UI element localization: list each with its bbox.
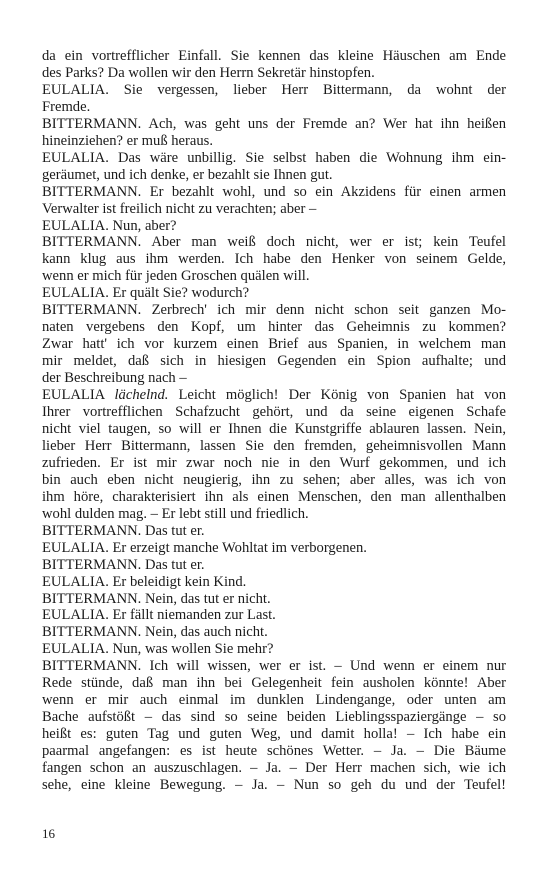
text-line: BITTERMANN. Nein, das tut er nicht. <box>42 590 271 607</box>
text-line: Rede stünde, daß man ihn bei Gelegenheit fein ausholen könnte! Aber <box>42 675 506 692</box>
text-line: BITTERMANN. Aber man weiß doch nicht, wer er ist; kein Teufel <box>42 234 506 251</box>
text-line: mir meldet, daß sich in hiesigen Gegenden ein Spion aufhalte; und <box>42 353 506 370</box>
text-line: Verwalter ist freilich nicht zu verachten; aber – <box>42 200 317 217</box>
text-line: BITTERMANN. Zerbrech' ich mir denn nicht schon seit ganzen Mo- <box>42 302 506 319</box>
stage-direction: lächelnd. <box>114 387 169 404</box>
text-line: EULALIA. Er fällt niemanden zur Last. <box>42 607 276 624</box>
text-line: wenn er mich für jeden Groschen quälen will. <box>42 268 310 285</box>
text-line: da ein vortrefflicher Einfall. Sie kennen das kleine Häuschen am Ende <box>42 48 506 64</box>
text-line: nicht viel taugen, so will er Ihnen die Kunstgriffe ablauren lassen. Nein, <box>42 420 506 437</box>
text-line: EULALIA. Nun, aber? <box>42 217 177 234</box>
text-line: paarmal angefangen: es ist heute schönes Wetter. – Ja. – Die Bäume <box>42 743 506 760</box>
text-line: bin auch eben nicht neugierig, ihn zu sehen; aber alles, was ich von <box>42 471 506 488</box>
text-line: fangen schon an auszuschlagen. – Ja. – Der Herr machen sich, wie ich <box>42 760 506 777</box>
text-line: EULALIA. Nun, was wollen Sie mehr? <box>42 641 274 658</box>
text-line: EULALIA. Das wäre unbillig. Sie selbst haben die Wohnung ihm ein- <box>42 149 506 166</box>
text-line: sehe, eine kleine Bewegung. – Ja. – Nun so geh du und der Teufel! <box>42 776 506 793</box>
text-line: BITTERMANN. Das tut er. <box>42 522 205 539</box>
text-line: der Beschreibung nach – <box>42 370 187 387</box>
text-line: Zwar hatt' ich vor kurzem einen Brief aus Spanien, in welchem man <box>42 336 506 353</box>
text-line: BITTERMANN. Das tut er. <box>42 556 205 573</box>
text-line: geräumet, und ich denke, er bezahlt sie Ihnen gut. <box>42 166 333 183</box>
text-line: wenn er mir auch einmal im dunklen Lindengange, oder unten am <box>42 692 506 709</box>
text-line: hineinziehen? er muß heraus. <box>42 132 213 149</box>
text-line: zufrieden. Er ist mir zwar noch nie in den Wurf gekommen, und ich <box>42 454 506 471</box>
text-line: Bache aufstößt – das sind so seine beiden Lieblingsspaziergänge – so <box>42 709 506 726</box>
text-line: des Parks? Da wollen wir den Herrn Sekretär hinstopfen. <box>42 64 375 81</box>
text-line: EULALIA. Sie vergessen, lieber Herr Bittermann, da wohnt der <box>42 81 506 98</box>
page-number: 16 <box>42 826 55 841</box>
text-line: BITTERMANN. Er bezahlt wohl, und so ein Akzidens für einen armen <box>42 183 506 200</box>
text-line: EULALIA lächelnd. Leicht möglich! Der König von Spanien hat von <box>42 387 506 404</box>
text-line: Fremde. <box>42 98 91 115</box>
text-line: ihm höre, charakterisiert ihn als einen Menschen, den man allenthalben <box>42 488 506 505</box>
text-line: EULALIA. Er beleidigt kein Kind. <box>42 573 247 590</box>
text-line: Ihrer vortrefflichen Schafzucht gehört, und da seine eigenen Schafe <box>42 404 506 421</box>
text-line: BITTERMANN. Nein, das auch nicht. <box>42 624 268 641</box>
text-line: heißt es: guten Tag und guten Weg, und damit holla! – Ich habe ein <box>42 726 506 743</box>
text-line: EULALIA. Er quält Sie? wodurch? <box>42 285 250 302</box>
text-line: naten vergebens den Kopf, um hinter das Geheimnis zu kommen? <box>42 319 506 336</box>
page-body <box>42 48 506 794</box>
text-line: lieber Herr Bittermann, lassen Sie den fremden, geheimnisvollen Mann <box>42 437 506 454</box>
text-line: BITTERMANN. Ach, was geht uns der Fremde an? Wer hat ihn heißen <box>42 115 506 132</box>
text-line: wohl dulden mag. – Er lebt still und friedlich. <box>42 505 309 522</box>
text-line: EULALIA. Er erzeigt manche Wohltat im verborgenen. <box>42 539 367 556</box>
text-line: BITTERMANN. Ich will wissen, wer er ist. – Und wenn er einem nur <box>42 658 506 675</box>
text-line: kann klug aus ihm werden. Ich habe den Henker von seinem Gelde, <box>42 251 506 268</box>
